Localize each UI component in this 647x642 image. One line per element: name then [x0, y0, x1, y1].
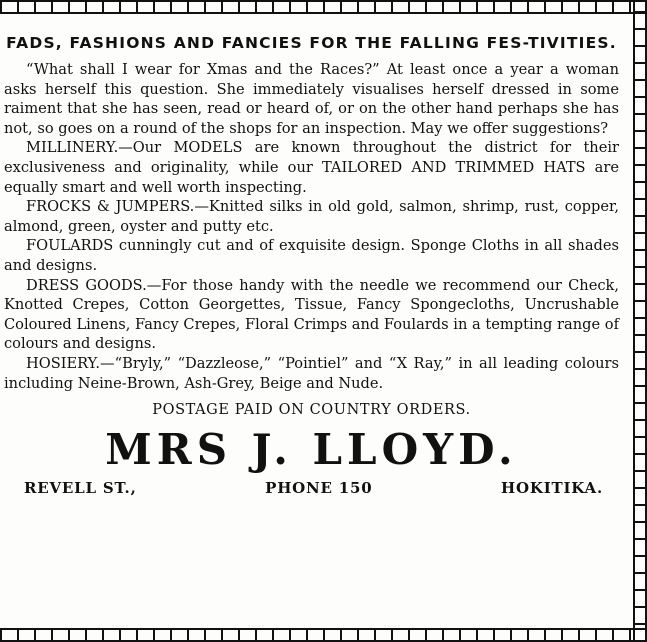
frocks-paragraph: FROCKS & JUMPERS.—Knitted silks in old gold, salmon, shrimp, rust, copper, almond, green, oyster and putty etc. — [4, 198, 619, 235]
decorative-border-top — [0, 0, 647, 14]
ad-body — [4, 60, 619, 393]
hosiery-paragraph: HOSIERY.—“Bryly,” “Dazzleose,” “Pointiel” and “X Ray,” in all leading colours including Neine-Brown, Ash-Grey, Beige and Nude. — [4, 354, 619, 392]
ad-footer — [4, 477, 619, 499]
ad-content — [4, 18, 619, 618]
street-address: REVELL ST., — [24, 479, 137, 498]
dress-goods-paragraph: DRESS GOODS.—For those handy with the needle we recommend our Check, Knotted Crepes, Cotton Georgettes, Tissue, Fancy Spongecloths, Uncrushable Coloured Linens, Fancy Crepes, Floral Crimps and Foulards in a tempting range of colours and designs. — [4, 276, 619, 353]
shop-name: MRS J. LLOYD. — [105, 425, 518, 475]
decorative-border-bottom — [0, 628, 647, 642]
millinery-paragraph: MILLINERY.—Our MODELS are known throughout the district for their exclusiveness and originality, while our TAILORED AND TRIMMED HATS are equally smart and well worth inspecting. — [4, 139, 619, 196]
phone-number: PHONE 150 — [265, 479, 373, 498]
foulards-paragraph: FOULARDS cunningly cut and of exquisite design. Sponge Cloths in all shades and designs. — [4, 237, 619, 274]
ad-heading: FADS, FASHIONS AND FANCIES FOR THE FALLING FES-TIVITIES. — [6, 34, 617, 52]
postage-note: POSTAGE PAID ON COUNTRY ORDERS. — [152, 402, 471, 419]
town-name: HOKITIKA. — [501, 479, 603, 498]
decorative-border-right — [633, 0, 647, 642]
intro-paragraph: “What shall I wear for Xmas and the Races?” At least once a year a woman asks herself this question. She immediately visualises herself dressed in some raiment that she has seen, read or heard of, or on the other hand perhaps she has not, so goes on a round of the shops for an inspection. May we offer suggestions? — [4, 61, 619, 137]
